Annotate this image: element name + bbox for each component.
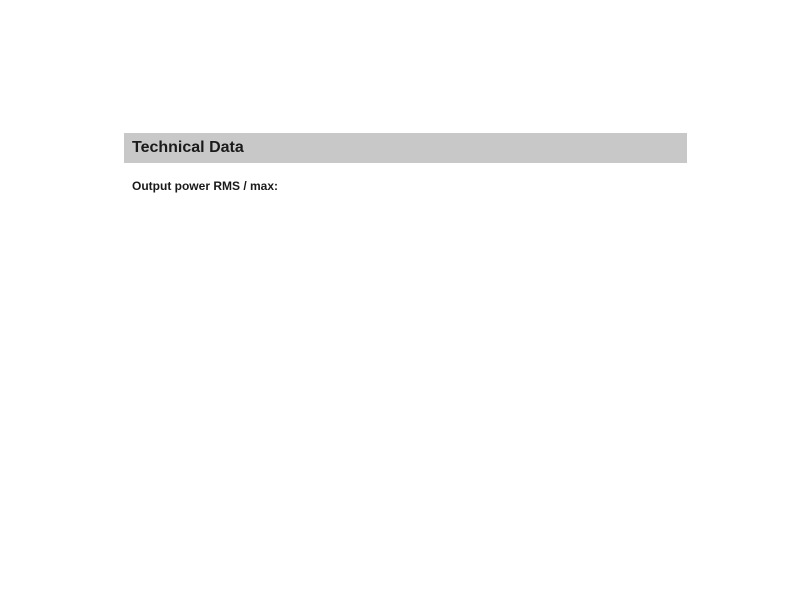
section-header-bar	[124, 133, 687, 163]
output-power-title: Output power RMS / max:	[132, 179, 279, 193]
page-title: Technical Data	[132, 139, 244, 156]
